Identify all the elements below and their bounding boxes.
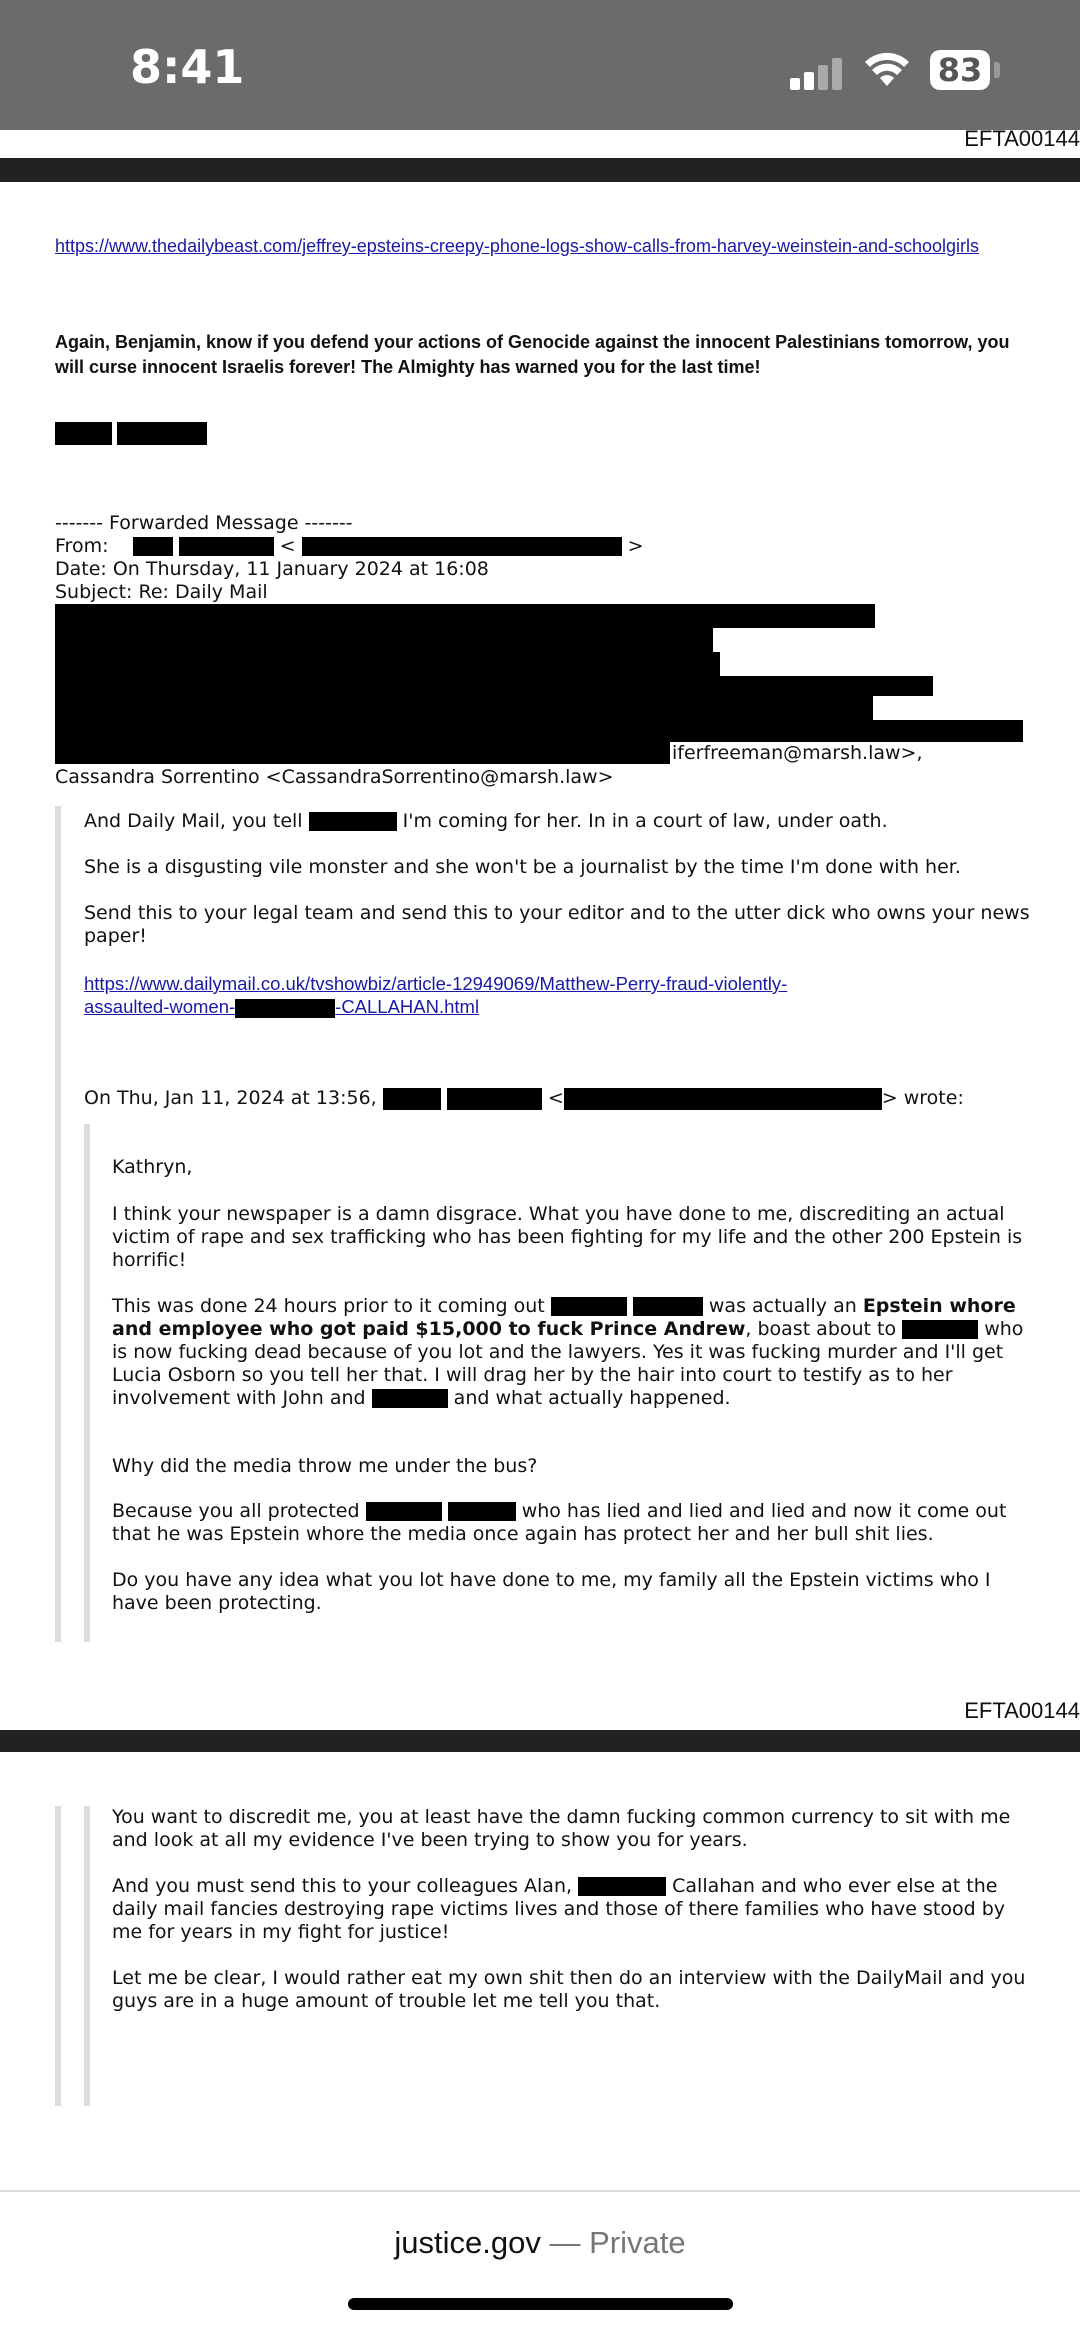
quoted-p1: I think your newspaper is a damn disgrace. What you have done to me, discrediting an actual victim of rape and sex trafficking who has been fighting for my life and the other 200 Epstein is horrific! bbox=[112, 1203, 1023, 1271]
signal-icon bbox=[790, 58, 850, 90]
quoted-text: and what actually happened. bbox=[453, 1387, 731, 1409]
quoted-p4 bbox=[112, 1500, 1037, 1546]
status-bar bbox=[0, 0, 1080, 130]
redaction-block bbox=[55, 628, 713, 652]
quoted-text: Because you all protected bbox=[112, 1500, 360, 1522]
link-text[interactable]: -CALLAHAN.html bbox=[335, 996, 480, 1017]
dailymail-link[interactable] bbox=[84, 972, 1034, 1019]
quoted-text: And you must send this to your colleagues Alan, bbox=[112, 1875, 573, 1897]
page-id: EFTA00144 bbox=[964, 1698, 1080, 1723]
quoted-p3: Why did the media throw me under the bus? bbox=[112, 1455, 538, 1477]
cc-line: Cassandra Sorrentino <CassandraSorrentino@marsh.law> bbox=[55, 766, 614, 788]
quoted-p7 bbox=[112, 1875, 1037, 1944]
reply-text: I'm coming for her. In in a court of law, under oath. bbox=[402, 810, 888, 832]
quote-bar-nested bbox=[84, 1806, 90, 2106]
domain-label: justice.gov bbox=[394, 2225, 541, 2260]
redacted-signature bbox=[55, 422, 207, 445]
quoted-text: Callahan and who ever else at the daily mail fancies destroying rape victims lives and those of there families who have stood by me for years in my fight for justice! bbox=[112, 1875, 1006, 1943]
redaction-block bbox=[55, 696, 873, 720]
link-text[interactable]: https://www.dailymail.co.uk/tvshowbiz/article-12949069/Matthew-Perry-fraud-violently- bbox=[84, 973, 788, 994]
quoted-text: who is now fucking dead because of you lot and the lawyers. Yes it was fucking murder and I'll get Lucia Osborn so you tell her that. I will drag her by the hair into court to testify as to her involvement with John and bbox=[112, 1318, 1024, 1409]
address-bar[interactable] bbox=[0, 2225, 1080, 2261]
quote-bar bbox=[55, 1806, 61, 2106]
quoted-text: who has lied and lied and lied and now it come out that he was Epstein whore the media once again has protect her and her bull shit lies. bbox=[112, 1500, 1007, 1545]
battery-tip bbox=[994, 62, 1000, 78]
forward-header: ------- Forwarded Message ------- bbox=[55, 512, 353, 534]
quoted-text: was actually an bbox=[708, 1295, 857, 1317]
wifi-icon bbox=[864, 52, 910, 88]
status-time: 8:41 bbox=[130, 40, 245, 94]
from-label: From: bbox=[55, 535, 109, 557]
forward-date: Date: On Thursday, 11 January 2024 at 16:08 bbox=[55, 558, 489, 580]
footer-divider bbox=[0, 2190, 1080, 2192]
quoted-p2 bbox=[112, 1295, 1037, 1410]
on-suffix: > wrote: bbox=[881, 1087, 964, 1109]
redaction-block bbox=[55, 604, 875, 628]
redaction-block bbox=[55, 720, 1023, 742]
quoted-p5: Do you have any idea what you lot have done to me, my family all the Epstein victims who I have been protecting. bbox=[112, 1569, 991, 1614]
private-label: Private bbox=[589, 2225, 686, 2260]
quoted-bold: Epstein whore and employee who got paid $15,000 to fuck Prince Andrew bbox=[112, 1295, 1016, 1340]
page-id: EFTA00144 bbox=[964, 126, 1080, 151]
quoted-p8: Let me be clear, I would rather eat my own shit then do an interview with the DailyMail and you guys are in a huge amount of trouble let me tell you that. bbox=[112, 1967, 1026, 2012]
on-prefix: On Thu, Jan 11, 2024 at 13:56, bbox=[84, 1087, 377, 1109]
quoted-greeting: Kathryn, bbox=[112, 1156, 193, 1178]
quote-bar bbox=[55, 806, 61, 1642]
separator: — bbox=[540, 2225, 590, 2260]
quoted-text: , boast about to bbox=[745, 1318, 897, 1340]
link-text[interactable]: assaulted-women- bbox=[84, 996, 236, 1017]
quoted-text: This was done 24 hours prior to it coming out bbox=[112, 1295, 545, 1317]
battery-icon: 83 bbox=[930, 50, 990, 90]
reply-p3: Send this to your legal team and send this to your editor and to the utter dick who owns your news paper! bbox=[84, 902, 1030, 947]
page-divider bbox=[0, 158, 1080, 182]
reply-p2: She is a disgusting vile monster and she won't be a journalist by the time I'm done with her. bbox=[84, 856, 961, 878]
forward-subject: Subject: Re: Daily Mail bbox=[55, 581, 268, 603]
reply-text: And Daily Mail, you tell bbox=[84, 810, 303, 832]
dailybeast-link[interactable]: https://www.thedailybeast.com/jeffrey-epsteins-creepy-phone-logs-show-calls-from-harvey-weinstein-and-schoolgirls bbox=[55, 236, 980, 256]
quoted-p6: You want to discredit me, you at least have the damn fucking common currency to sit with me and look at all my evidence I've been trying to show you for years. bbox=[112, 1806, 1011, 1851]
home-indicator[interactable] bbox=[348, 2298, 733, 2310]
redaction-block bbox=[55, 676, 933, 696]
quote-bar-nested bbox=[84, 1124, 90, 1642]
on-wrote-line: On Thu, Jan 11, 2024 at 13:56, < > wrote: bbox=[84, 1087, 964, 1109]
page-divider bbox=[0, 1730, 1080, 1752]
redaction-block bbox=[55, 742, 670, 764]
redaction-block bbox=[55, 652, 720, 676]
cc-tail: iferfreeman@marsh.law>, bbox=[672, 742, 923, 764]
bold-message: Again, Benjamin, know if you defend your actions of Genocide against the innocent Palestinians tomorrow, you will curse innocent Israelis forever! The Almighty has warned you for the last time! bbox=[55, 332, 1010, 377]
reply-p1 bbox=[84, 810, 1034, 833]
forward-from: From: < > bbox=[55, 535, 644, 557]
